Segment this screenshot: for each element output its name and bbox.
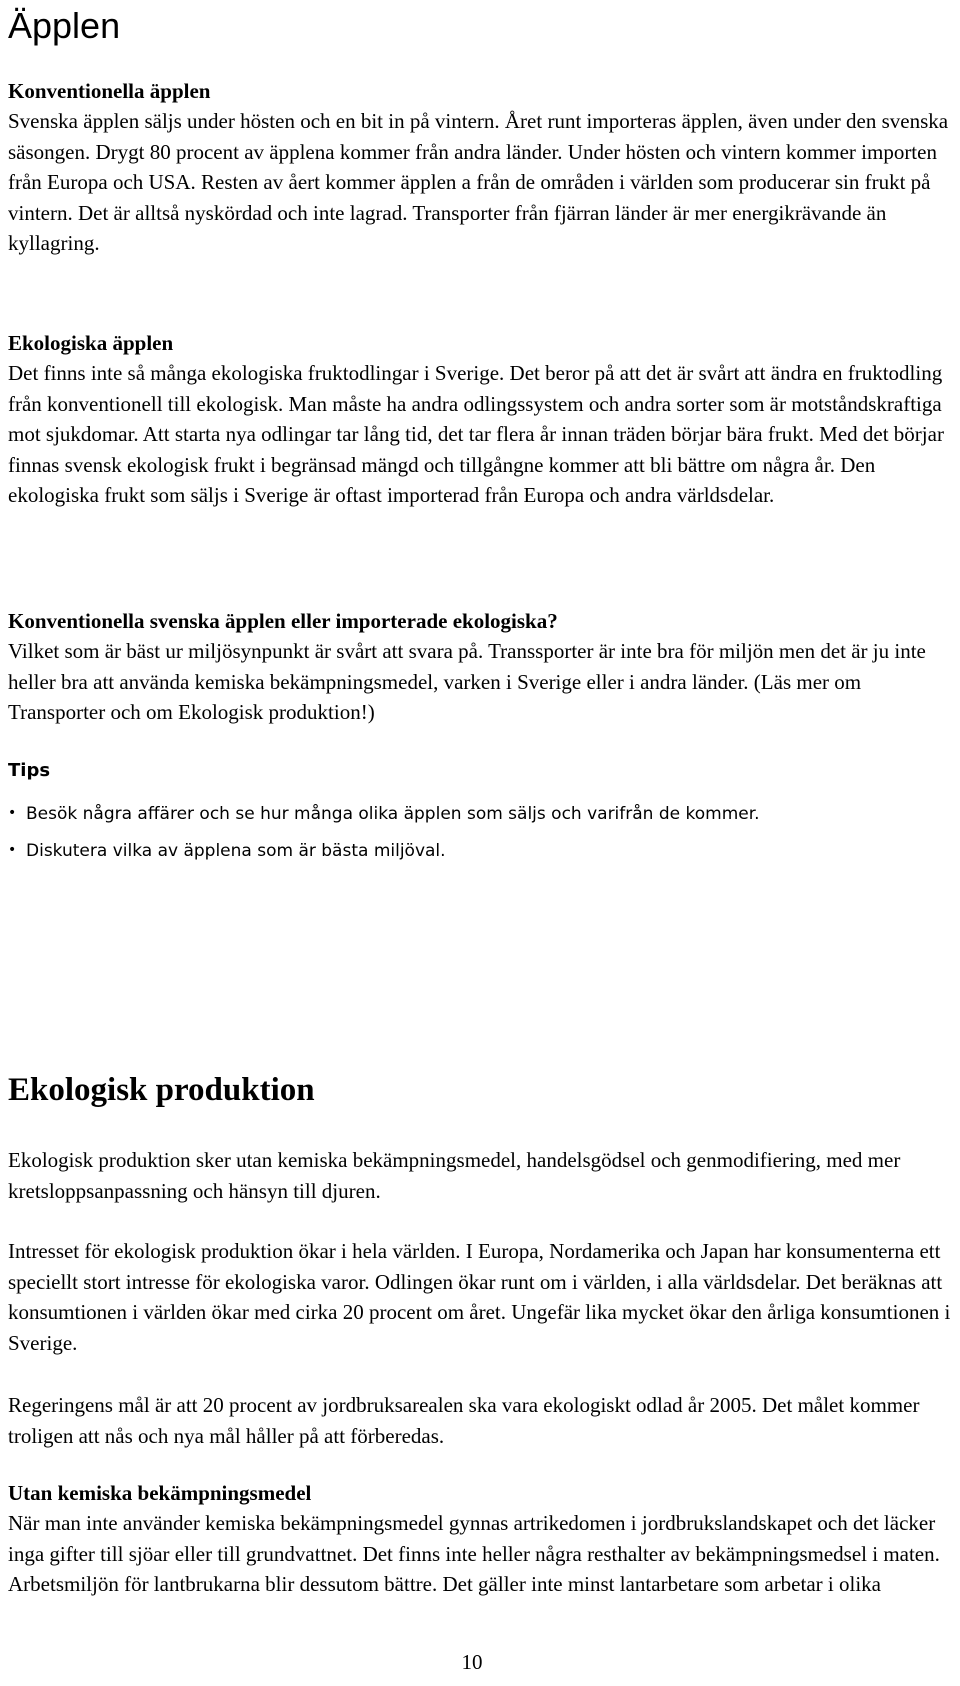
list-item xyxy=(8,795,760,832)
section-konventionella xyxy=(8,76,952,259)
tips-heading: Tips xyxy=(8,760,51,781)
list-item-text: Diskutera vilka av äpplena som är bästa miljöval. xyxy=(26,841,446,861)
section-jamforelse xyxy=(8,606,952,728)
section-heading: Konventionella svenska äpplen eller importerade ekologiska? xyxy=(8,609,558,633)
page-title: Äpplen xyxy=(8,5,121,46)
bullet-icon: • xyxy=(8,842,17,858)
section-text: När man inte använder kemiska bekämpningsmedel gynnas artrikedomen i jordbrukslandskapet och det läcker inga gifter till sjöar eller till grundvattnet. Det finns inte heller några resthalter av bekämpningsmedsel i maten. Arbetsmiljön för lantbrukarna blir dessutom bättre. Det gäller inte minst lantarbetare som arbetar i olika xyxy=(8,1511,940,1596)
paragraph xyxy=(8,1145,952,1206)
paragraph-text: Regeringens mål är att 20 procent av jordbruksarealen ska vara ekologiskt odlad år 2005. Det målet kommer troligen att nås och nya mål håller på att förberedas. xyxy=(8,1393,920,1448)
section-text: Vilket som är bäst ur miljösynpunkt är svårt att svara på. Transsporter är inte bra för miljön men det är ju inte heller bra att använda kemiska bekämpningsmedel, varken i Sverige eller i andra länder. (Läs mer om Transporter och om Ekologisk produktion!) xyxy=(8,639,926,724)
page-number: 10 xyxy=(461,1650,483,1674)
section-heading: Utan kemiska bekämpningsmedel xyxy=(8,1481,312,1505)
list-item xyxy=(8,832,760,869)
bullet-icon: • xyxy=(8,805,17,821)
section-utan-kemiska xyxy=(8,1478,952,1600)
list-item-text: Besök några affärer och se hur många olika äpplen som säljs och varifrån de kommer. xyxy=(26,804,760,824)
paragraph-text: Ekologisk produktion sker utan kemiska bekämpningsmedel, handelsgödsel och genmodifiering, med mer kretsloppsanpassning och hänsyn till djuren. xyxy=(8,1148,901,1203)
tips-list xyxy=(8,795,760,869)
section-text: Det finns inte så många ekologiska fruktodlingar i Sverige. Det beror på att det är svårt att ändra en fruktodling från konventionell till ekologisk. Man måste ha andra odlingssystem och andra sorter som är motståndskraftiga mot sjukdomar. Att starta nya odlingar tar lång tid, det tar flera år innan träden börjar bära frukt. Med det börjar finnas svensk ekologisk frukt i begränsad mängd och tillgångne kommer att bli bättre om några år. Den ekologiska frukt som säljs i Sverige är oftast importerad från Europa och andra världsdelar. xyxy=(8,361,944,507)
paragraph-text: Intresset för ekologisk produktion ökar i hela världen. I Europa, Nordamerika och Japan har konsumenterna ett speciellt stort intresse för ekologiska varor. Odlingen ökar runt om i världen, i alla världsdelar. Det beräknas att konsumtionen i världen ökar med cirka 20 procent om året. Ungefär lika mycket ökar den årliga konsumtionen i Sverige. xyxy=(8,1239,951,1355)
section-title-ekologisk-produktion: Ekologisk produktion xyxy=(8,1072,315,1108)
section-ekologiska xyxy=(8,328,952,511)
section-heading: Konventionella äpplen xyxy=(8,79,211,103)
paragraph xyxy=(8,1236,952,1358)
section-heading: Ekologiska äpplen xyxy=(8,331,174,355)
section-text: Svenska äpplen säljs under hösten och en bit in på vintern. Året runt importeras äpplen, även under den svenska säsongen. Drygt 80 procent av äpplena kommer från andra länder. Under hösten och vintern kommer importen från Europa och USA. Resten av åert kommer äpplen a från de områden i världen som producerar sin frukt på vintern. Det är alltså nyskördad och inte lagrad. Transporter från fjärran länder är mer energikrävande än kyllagring. xyxy=(8,109,949,255)
paragraph xyxy=(8,1390,952,1451)
